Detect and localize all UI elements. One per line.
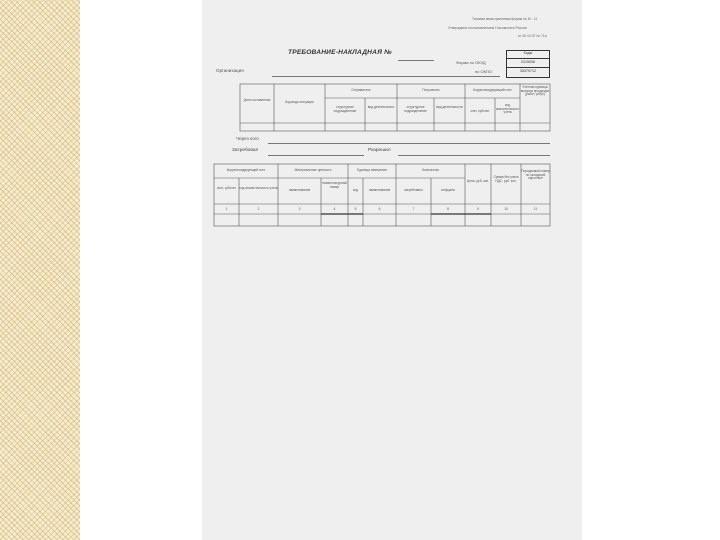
okud-value: 0315006 xyxy=(521,60,535,64)
requested-label: Затребовал xyxy=(232,148,259,153)
t2-col-num: 7 xyxy=(412,207,415,211)
t1-header-corr-account: Корреспондирующий счет xyxy=(473,88,512,92)
t1-header-receiver: Получатель xyxy=(422,88,440,92)
table2-grid xyxy=(202,0,582,540)
t1-header-sender-division: структурное подразделение xyxy=(333,105,357,113)
t1-header-analytic-code: код аналитического учета xyxy=(495,103,520,115)
okpo-value: 35379712 xyxy=(520,69,536,73)
t2-header-corr-account: Корреспондирующий счет xyxy=(226,168,266,172)
t2-header-price: Цена, руб. коп. xyxy=(466,179,490,183)
codes-header: Коды xyxy=(523,51,533,55)
t1-header-receiver-division: структурное подразделение xyxy=(404,105,427,113)
form-header-line3: от 30.10.97 № 71а xyxy=(518,34,547,38)
decorative-pattern-strip xyxy=(0,0,80,540)
t2-header-sub-account: счет, субсчет xyxy=(216,186,237,190)
t2-header-quantity: Количество xyxy=(421,168,440,172)
t2-col-num: 10 xyxy=(504,207,508,211)
scanned-form-document xyxy=(202,0,582,540)
t1-header-date: Дата составления xyxy=(243,98,271,102)
t2-header-unit-name: наименование xyxy=(368,188,391,192)
t2-col-num: 6 xyxy=(378,207,381,211)
t2-col-num: 5 xyxy=(354,207,357,211)
document-title: ТРЕБОВАНИЕ-НАКЛАДНАЯ № xyxy=(288,49,392,56)
t2-col-num: 9 xyxy=(477,207,479,211)
t2-header-released: отпущено xyxy=(440,188,456,192)
t2-col-num: 1 xyxy=(225,207,228,211)
t1-header-sender: Отправитель xyxy=(351,88,371,92)
t2-header-requested: затребовано xyxy=(404,188,423,192)
t1-header-receiver-activity: вид деятельности xyxy=(436,105,463,109)
t2-header-name: наименование xyxy=(288,188,311,192)
t2-col-num: 11 xyxy=(533,207,538,211)
t2-header-card-number: Порядковый номер по складской картотеке xyxy=(521,169,550,181)
t1-header-unit: Учетная единица выпуска продукции (работ, услуг) xyxy=(520,85,550,97)
form-header-line1: Типовая межотраслевая форма № М - 11 xyxy=(472,17,538,21)
t2-col-num: 2 xyxy=(257,207,260,211)
t1-header-sender-activity: вид деятельности xyxy=(367,105,395,109)
okud-label: Форма по ОКУД xyxy=(456,60,486,65)
organization-label: Организация xyxy=(216,68,244,73)
t1-header-sub-account: счет, субсчет xyxy=(470,109,490,113)
t2-col-num: 4 xyxy=(333,207,336,211)
through-label: Через кого xyxy=(236,136,259,141)
t2-header-nomenclature: номенклатурный номер xyxy=(322,181,347,189)
t2-header-unit: Единица измерения xyxy=(357,168,387,172)
t2-col-num: 3 xyxy=(298,207,301,211)
allowed-label: Разрешил xyxy=(368,148,391,153)
t2-header-sum: Сумма без учета НДС, руб. коп. xyxy=(493,175,519,183)
t2-header-unit-code: код xyxy=(353,188,358,192)
okpo-label: по ОКПО xyxy=(475,69,492,74)
t2-header-analytic-code: код аналитического учета xyxy=(239,186,278,190)
t2-header-material: Материальные ценности xyxy=(294,168,332,172)
t1-header-op-code: Код вида операции xyxy=(285,100,314,104)
form-header-line2: Утверждена постановлением Госкомстата России xyxy=(448,26,527,30)
t2-col-num: 8 xyxy=(447,207,449,211)
